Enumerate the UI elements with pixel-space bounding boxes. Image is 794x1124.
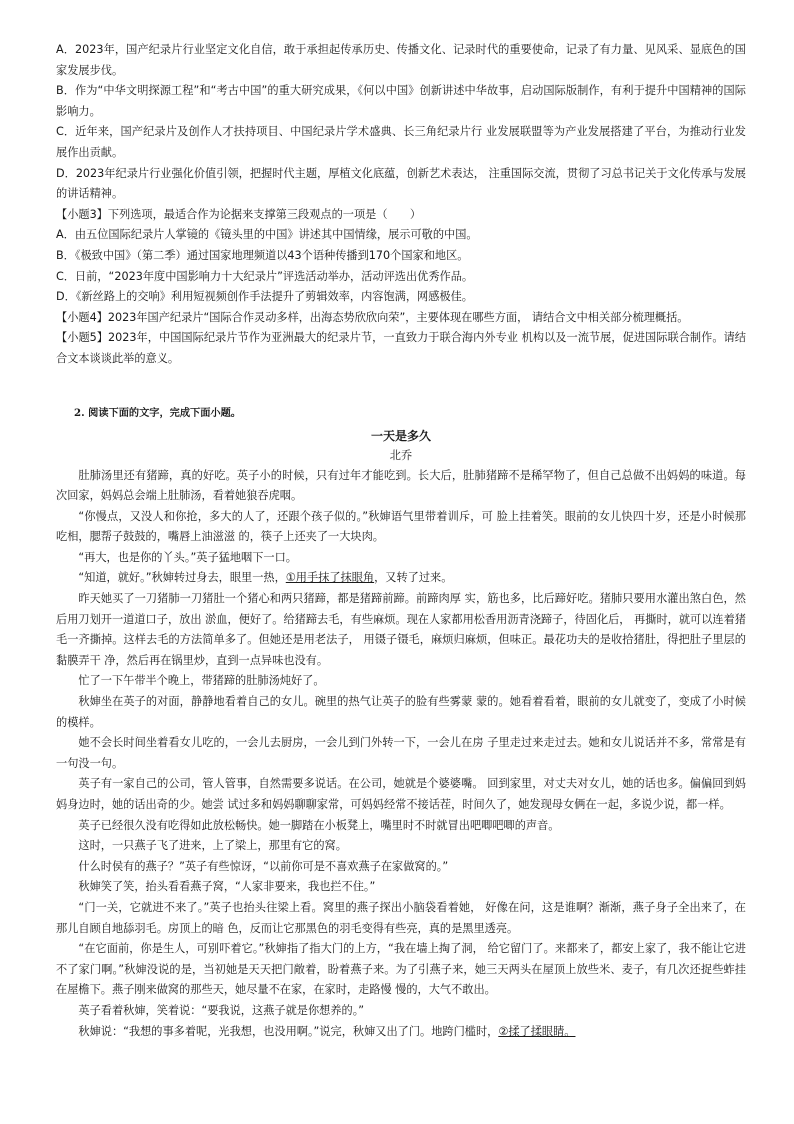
underlined-phrase-1: ①用手抹了抹眼角 [285, 571, 375, 585]
document-content [56, 40, 746, 1042]
story-author: 北乔 [389, 448, 413, 462]
paragraph-4-text-b: ，又转了过来。 [374, 571, 453, 585]
paragraph-9: 英子有一家自己的公司，管人管事，自然需要多说话。在公司，她就是个婆婆嘴。 回到家里，对丈夫对女儿，她的话也多。偏偏回到妈妈身边时，她的话出奇的少。她尝 试过多和妈妈聊聊家常，可妈妈经常不接话茬，时间久了，她发现母女俩在一起，多说少说，都一样。 [56, 777, 746, 811]
paragraph-16: 英子看着秋婶，笑着说：“要我说，这燕子就是你想养的。” [78, 1003, 365, 1017]
paragraph-4 [56, 568, 746, 589]
paragraph-11: 这时，一只燕子飞了进来，上了梁上，那里有它的窝。 [78, 839, 347, 853]
paragraph-14: “门一关，它就进不来了。”英子也抬头往梁上看。窝里的燕子探出小脑袋看着她， 好像在问，这是谁啊？渐渐，燕子身子全出来了，在那儿自顾自地舔羽毛。房顶上的暗 色，反而让它那黑色的羽毛变得有些亮，真的是黑里透亮。 [56, 900, 746, 935]
question-4: 【小题4】2023年国产纪录片“国际合作灵动多样，出海态势欣欣向荣”，主要体现在哪些方面， 请结合文中相关部分梳理概括。 [56, 310, 689, 324]
paragraph-6: 忙了一下午带半个晚上，带猪蹄的肚肺汤炖好了。 [78, 674, 325, 688]
section-heading: 2. 阅读下面的文字，完成下面小题。 [74, 406, 241, 419]
question-3: 【小题3】下列选项，最适合作为论据来支撑第三段观点的一项是（ ） [56, 207, 422, 221]
paragraph-1: 肚肺汤里还有猪蹄，真的好吃。英子小的时候，只有过年才能吃到。长大后，肚肺猪蹄不是稀罕物了，但自己总做不出妈妈的味道。每次回家，妈妈总会端上肚肺汤，看着她狼吞虎咽。 [56, 468, 746, 503]
option-a: A．2023年，国产纪录片行业坚定文化自信，敢于承担起传承历史、传播文化、记录时代的重要使命，记录了有力量、见风采、显底色的国家发展步伐。 [56, 43, 746, 77]
paragraph-5: 昨天她买了一刀猪肺一刀猪肚一个猪心和两只猪蹄，都是猪蹄前蹄。前蹄肉厚 实，筋也多，比后蹄好吃。猪肺只要用水灌出煞白色，然后用刀划开一道道口子，放出 淤血，便好了。给猪蹄去毛，有些麻烦。现在人家都用松香用沥青浇蹄子，待固化后， 再撕时，就可以连着猪毛一齐撕掉。这样去毛的方法简单多了。但她还是用老法子， 用镊子镊毛，麻烦归麻烦，但味正。最花功夫的是收拾猪肚，得把肚子里层的黏膜弄干 净，然后再在锅里炒，直到一点异味也没有。 [56, 592, 746, 667]
story-title: 一天是多久 [370, 428, 431, 443]
paragraph-10: 英子已经很久没有吃得如此放松畅快。她一脚踏在小板凳上，嘴里时不时就冒出吧唧吧唧的声音。 [78, 818, 560, 832]
paragraph-4-text-a: “知道，就好。”秋婶转过身去，眼里一热， [78, 571, 286, 585]
option-c: C．近年来，国产纪录片及创作人才扶持项目、中国纪录片学术盛典、长三角纪录片行 业发展联盟等为产业发展搭建了平台，为推动行业发展作出贡献。 [56, 125, 746, 159]
option-d: D．2023年纪录片行业强化价值引领，把握时代主题，厚植文化底蕴，创新艺术表达， 注重国际交流，贯彻了习总书记关于文化传承与发展的讲话精神。 [56, 166, 746, 201]
paragraph-7: 秋婶坐在英子的对面，静静地看着自己的女儿。碗里的热气让英子的脸有些雾蒙 蒙的。她看着看着，眼前的女儿就变了，变成了小时候的模样。 [56, 695, 746, 729]
paragraph-15: “在它面前，你是生人，可别吓着它。”秋婶指了指大门的上方，“我在墙上掏了洞， 给它留门了。来都来了，都安上家了，我不能让它进不了家门啊。”秋婶没说的是，当初她是天天把门敞着，盼着燕子来。为了引燕子来，她三天两头在屋顶上放些米、麦子，有几次还捉些蚱挂在屋檐下。燕子刚来做窝的那些天，她尽量不在家，在家时，走路慢 慢的，大气不敢出。 [56, 942, 746, 997]
question-3-option-c: C．日前，“2023年度中国影响力十大纪录片”评选活动举办，活动评选出优秀作品。 [56, 269, 474, 283]
question-5: 【小题5】2023年，中国国际纪录片节作为亚洲最大的纪录片节，一直致力于联合海内外专业 机构以及一流节展，促进国际联合制作。请结合文本谈谈此举的意义。 [56, 331, 746, 365]
question-3-option-d: D．《新丝路上的交响》利用短视频创作手法提升了剪辑效率，内容饱满，网感极佳。 [56, 290, 473, 304]
underlined-phrase-2: ②揉了揉眼睛。 [498, 1024, 576, 1038]
option-b: B．作为“中华文明探源工程”和“考古中国”的重大研究成果，《何以中国》创新讲述中华故事，启动国际版制作，有利于提升中国精神的国际影响力。 [56, 84, 746, 118]
paragraph-2: “你慢点，又没人和你抢，多大的人了，还跟个孩子似的。”秋婶语气里带着训斥，可 脸上挂着笑。眼前的女儿快四十岁，还是小时候那吃相，腮帮子鼓鼓的，嘴唇上油滋滋 的，筷子上还夹了一大块肉。 [56, 509, 746, 544]
paragraph-17 [56, 1022, 746, 1043]
section-gap [56, 370, 746, 404]
question-3-option-b: B．《极致中国》（第二季）通过国家地理频道以43个语种传播到170个国家和地区。 [56, 248, 469, 262]
paragraph-8: 她不会长时间坐着看女儿吃的，一会儿去厨房，一会儿到门外转一下，一会儿在房 子里走过来走过去。她和女儿说话并不多，常常是有一句没一句。 [56, 736, 746, 770]
paragraph-17-text: 秋婶说：“我想的事多着呢，光我想，也没用啊。”说完，秋婶又出了门。地跨门槛时， [78, 1024, 499, 1038]
paragraph-12: 什么时侯有的燕子？”英子有些惊讶，“以前你可是不喜欢燕子在家做窝的。” [78, 859, 449, 873]
paragraph-13: 秋婶笑了笑，抬头看看燕子窝，“人家非要来，我也拦不住。” [78, 880, 376, 894]
paragraph-3: “再大，也是你的丫头。”英子猛地咽下一口。 [78, 550, 297, 564]
question-3-option-a: A．由五位国际纪录片人掌镜的《镜头里的中国》讲述其中国情缘，展示可敬的中国。 [56, 228, 478, 242]
